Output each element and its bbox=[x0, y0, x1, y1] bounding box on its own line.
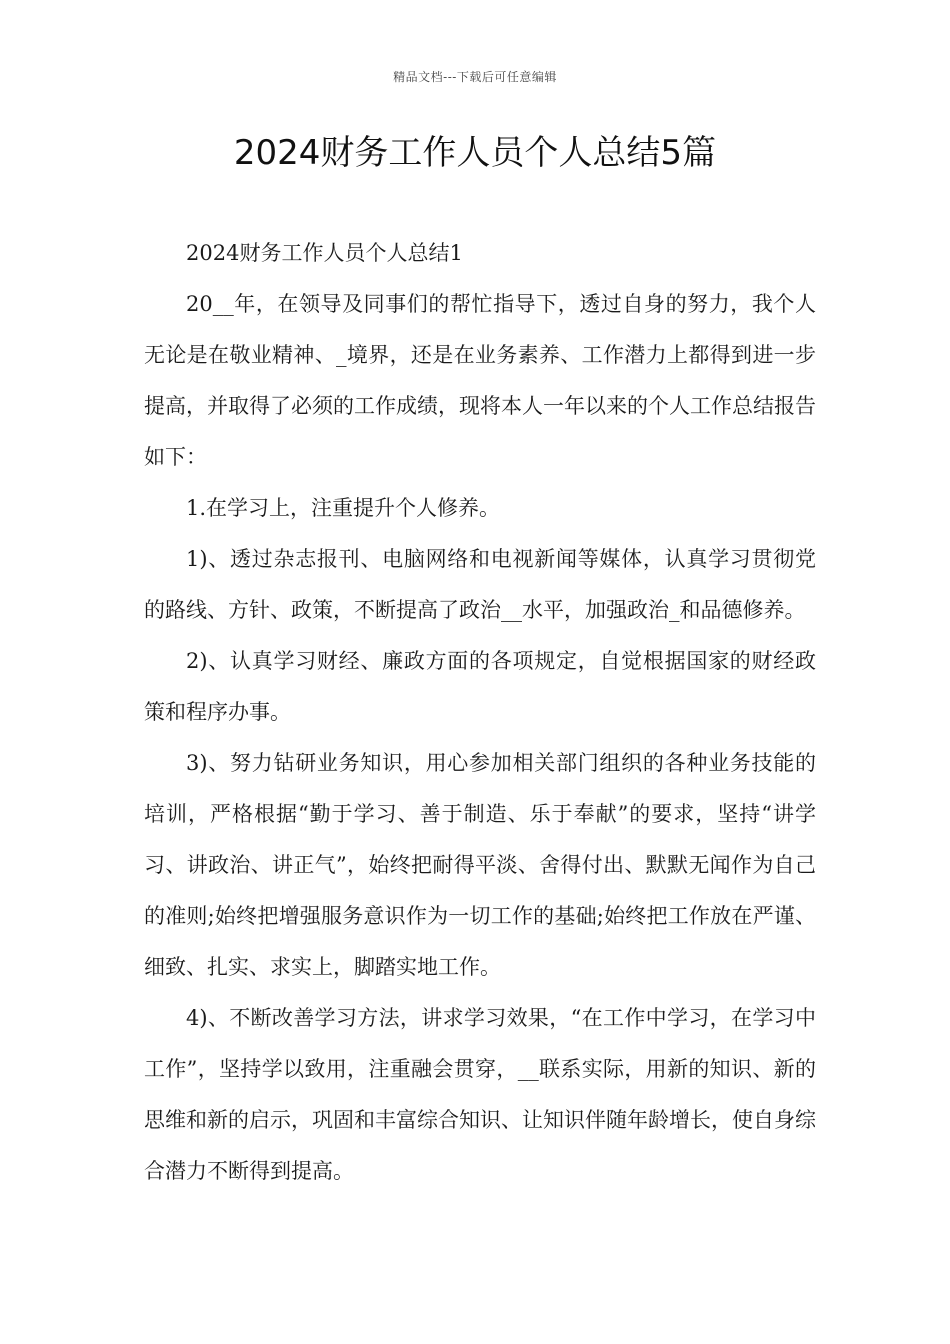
list-item-4: 4)、不断改善学习方法，讲求学习效果，“在工作中学习，在学习中工作”，坚持学以致用，注重融会贯穿，__联系实际，用新的知识、新的思维和新的启示，巩固和丰富综合知识、让知识伴随年龄增长，使自身综合潜力不断得到提高。 bbox=[144, 1006, 816, 1183]
list-item-1: 1)、透过杂志报刊、电脑网络和电视新闻等媒体，认真学习贯彻党的路线、方针、政策，不断提高了政治__水平，加强政治_和品德修养。 bbox=[144, 547, 816, 622]
section-heading: 2024财务工作人员个人总结1 bbox=[186, 241, 463, 265]
header-note: 精品文档---下载后可任意编辑 bbox=[393, 70, 557, 84]
document-title: 2024财务工作人员个人总结5篇 bbox=[233, 133, 717, 173]
intro-paragraph: 20__年，在领导及同事们的帮忙指导下，透过自身的努力，我个人无论是在敬业精神、_境界，还是在业务素养、工作潜力上都得到进一步提高，并取得了必须的工作成绩，现将本人一年以来的个人工作总结报告如下： bbox=[144, 292, 816, 469]
list-item-2: 2)、认真学习财经、廉政方面的各项规定，自觉根据国家的财经政策和程序办事。 bbox=[144, 649, 816, 724]
list-item-3: 3)、努力钻研业务知识，用心参加相关部门组织的各种业务技能的培训，严格根据“勤于学习、善于制造、乐于奉献”的要求，坚持“讲学习、讲政治、讲正气”，始终把耐得平淡、舍得付出、默默无闻作为自己的准则;始终把增强服务意识作为一切工作的基础;始终把工作放在严谨、细致、扎实、求实上，脚踏实地工作。 bbox=[144, 751, 816, 979]
subsection-heading: 1.在学习上，注重提升个人修养。 bbox=[186, 496, 501, 520]
document-body bbox=[144, 228, 816, 1197]
